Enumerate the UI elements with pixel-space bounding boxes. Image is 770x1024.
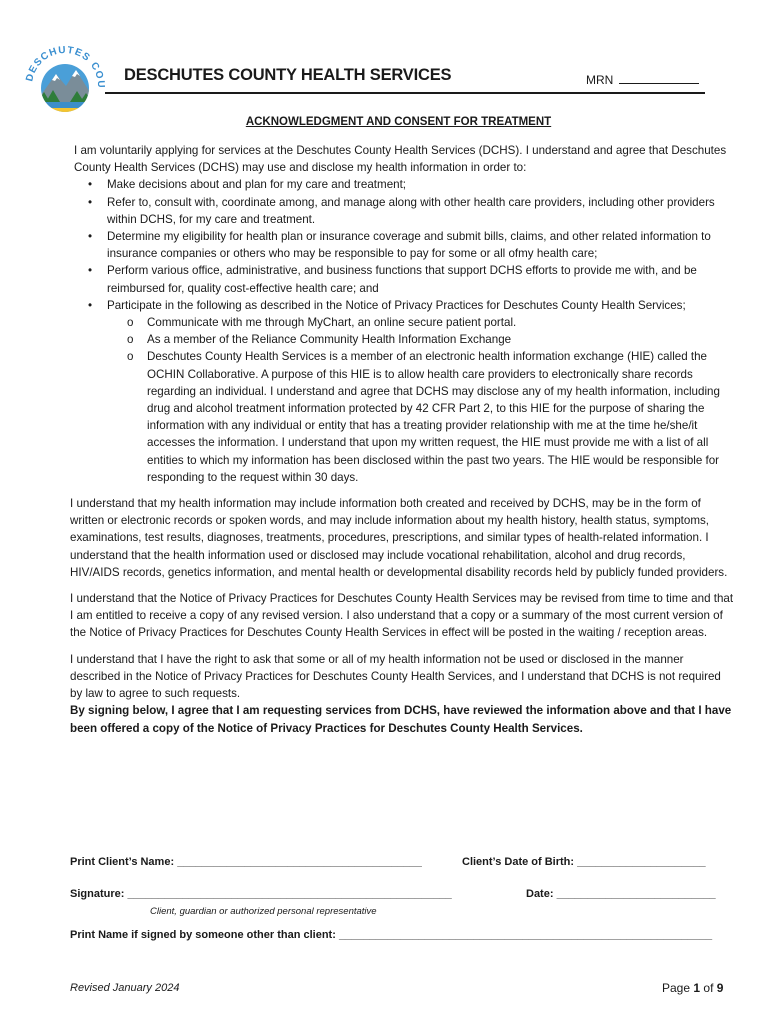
document-title: ACKNOWLEDGMENT AND CONSENT FOR TREATMENT [245, 116, 552, 128]
document-body [70, 142, 734, 737]
svg-text:DESCHUTES COUNTY: DESCHUTES COU [24, 44, 107, 90]
other-signer-row [70, 929, 730, 941]
list-item: • Determine my eligibility for health plan or insurance coverage and submit bills, claims, and other related information to insurance companies or others who may be responsible to pay for some or all ofmy health care; [70, 228, 734, 262]
list-item: • Refer to, consult with, coordinate among, and manage along with other health care providers, including other providers within DCHS, for my care and treatment. [70, 194, 734, 228]
consent-statement: By signing below, I agree that I am requesting services from DCHS, have reviewed the information above and that I have been offered a copy of the Notice of Privacy Practices for Deschutes County Health Services. [70, 704, 732, 735]
signature-line[interactable]: _____________________________________________________ [127, 888, 452, 900]
sub-list-item: o Communicate with me through MyChart, an online secure patient portal. [107, 314, 734, 331]
signature-label: Signature: [70, 888, 125, 900]
signature-note: Client, guardian or authorized personal representative [150, 906, 377, 917]
health-info-paragraph: I understand that my health information may include information both created and received by DCHS, may be in the form of written or electronic records or spoken words, and may include information about my health history, health status, symptoms, examinations, test results, diagnoses, treatments, procedures, prescriptions, and similar types of health-related information. I understand that the health information used or disclosed may include vocational rehabilitation, alcohol and drug records, HIV/AIDS records, genetics information, and mental health or developmental disability records held by publicly funded providers. [70, 497, 728, 579]
dob-line[interactable]: _____________________ [577, 856, 706, 868]
organization-title: DESCHUTES COUNTY HEALTH SERVICES [124, 66, 452, 84]
purpose-list [70, 176, 734, 486]
list-item [70, 297, 734, 486]
page-total: 9 [716, 981, 724, 995]
mrn-label: MRN [586, 73, 614, 87]
sub-list [107, 314, 734, 486]
date-label: Date: [526, 888, 554, 900]
date-field [526, 888, 716, 900]
client-name-line[interactable]: ________________________________________ [177, 856, 422, 868]
revision-date: Revised January 2024 [70, 982, 180, 994]
dob-field [462, 856, 706, 868]
client-name-label: Print Client’s Name: [70, 856, 175, 868]
mrn-field[interactable] [586, 72, 699, 87]
list-item-text: Participate in the following as described in the Notice of Privacy Practices for Deschutes County Health Services; [107, 298, 686, 312]
mrn-blank-line[interactable] [619, 72, 699, 84]
client-info-row [70, 856, 730, 868]
other-name-line[interactable]: _____________________________________________________________ [338, 929, 713, 941]
other-name-label: Print Name if signed by someone other than client: [70, 929, 336, 941]
sub-list-item: o Deschutes County Health Services is a member of an electronic health information exchange (HIE) called the OCHIN Collaborative. A purpose of this HIE is to allow health care providers to electronically share records regarding an individual. I understand and agree that DCHS may disclose any of my health information, including drug and alcohol treatment information protected by 42 CFR Part 2, to this HIE for the purpose of sharing the information with any individual or entity that has a treating provider relationship with me at the time he/she/it accesses the information. I understand that upon my written request, the HIE must provide me with a list of all entities to which my information has been disclosed within the past two years. The HIE would be responsible for responding to the request within 30 days. [107, 348, 734, 486]
list-item: • Make decisions about and plan for my care and treatment; [70, 176, 734, 193]
list-item: • Perform various office, administrative, and business functions that support DCHS efforts to provide me with, and be reimbursed for, quality cost-effective health care; and [70, 262, 734, 296]
signature-row [70, 888, 730, 900]
page-word: Page [662, 981, 691, 995]
deschutes-county-logo [22, 40, 108, 126]
privacy-notice-paragraph: I understand that the Notice of Privacy Practices for Deschutes County Health Services may be revised from time to time and that I am entitled to receive a copy of any revised version. I also understand that a copy or a summary of the most current version of the Notice of Privacy Practices for Deschutes County Health Services in effect will be posted in the waiting / reception areas. [70, 592, 734, 640]
rights-paragraph: I understand that I have the right to ask that some or all of my health information not be used or disclosed in the manner described in the Notice of Privacy Practices for Deschutes County Health Services, and I understand that DCHS is not required by law to agree to such requests. [70, 652, 721, 701]
page-number [662, 981, 723, 995]
intro-paragraph: I am voluntarily applying for services at the Deschutes County Health Services (DCHS). I understand and agree that Deschutes County Health Services (DCHS) may use and disclose my health information in order to: [74, 144, 727, 175]
sub-list-item: o As a member of the Reliance Community Health Information Exchange [107, 331, 734, 348]
dob-label: Client’s Date of Birth: [462, 856, 575, 868]
header-divider [105, 92, 705, 94]
date-line[interactable]: __________________________ [556, 888, 716, 900]
page-of: of [703, 981, 714, 995]
page-current: 1 [693, 981, 701, 995]
